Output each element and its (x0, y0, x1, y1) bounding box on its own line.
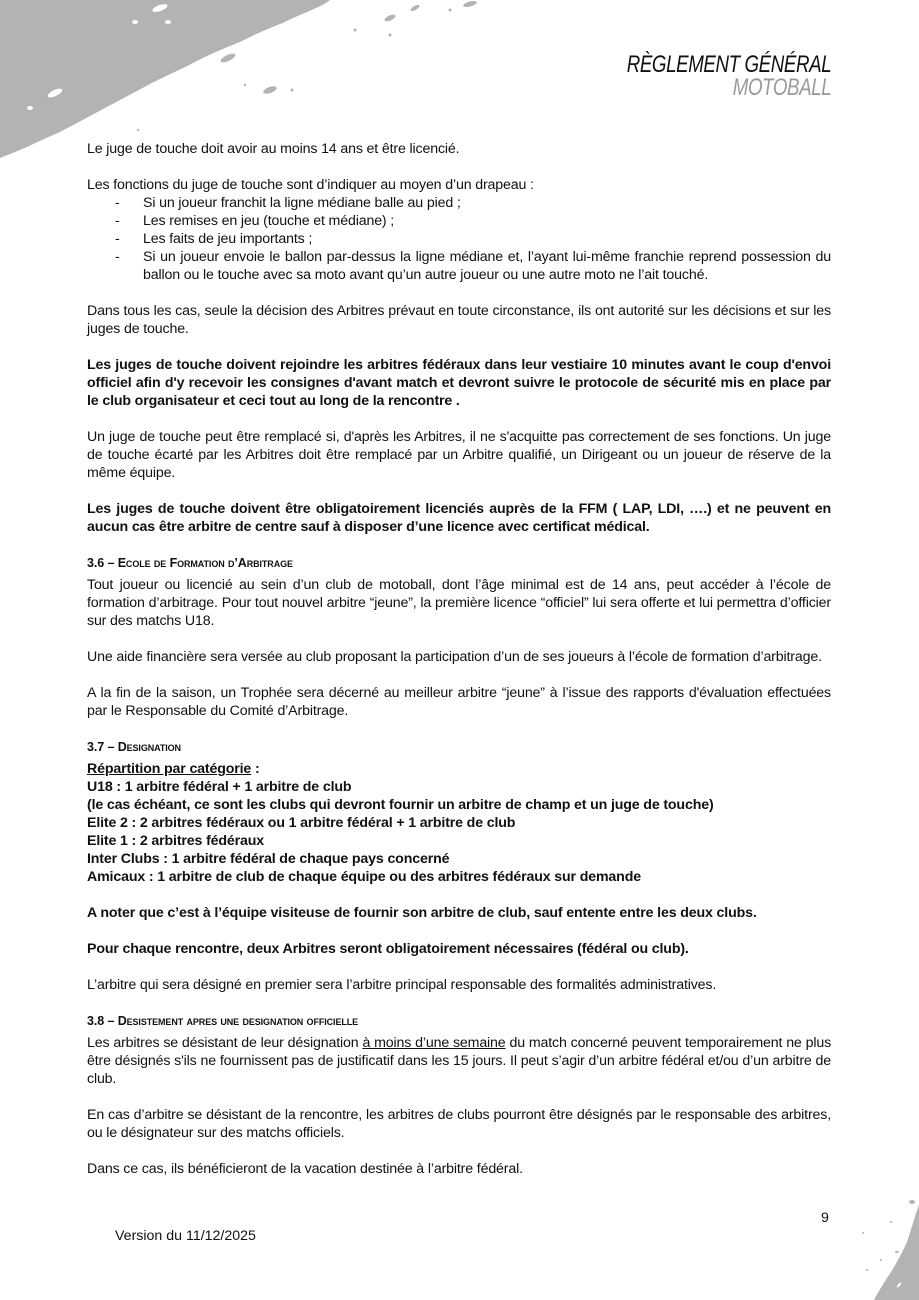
version-date: Version du 11/12/2025 (115, 1228, 256, 1244)
list-item: - Si un joueur franchit la ligne médiane balle au pied ; (87, 194, 831, 212)
bullet-list (87, 194, 831, 284)
paragraph: Une aide financière sera versée au club proposant la participation d’un de ses joueurs à l’école de formation d’arbitrage. (87, 649, 822, 665)
paragraph: A la fin de la saison, un Trophée sera décerné au meilleur arbitre “jeune” à l’issue des rapports d'évaluation effectuées par le Responsable du Comité d’Arbitrage. (87, 685, 831, 719)
paragraph: Les fonctions du juge de touche sont d’indiquer au moyen d’un drapeau : (87, 177, 534, 193)
page-number: 9 (821, 1210, 829, 1226)
paragraph: Dans tous les cas, seule la décision des Arbitres prévaut en toute circonstance, ils ont autorité sur les décisions et sur les juges de touche. (87, 303, 831, 337)
category-line: Elite 1 : 2 arbitres fédéraux (87, 833, 265, 849)
category-line: Amicaux : 1 arbitre de club de chaque équipe ou des arbitres fédéraux sur demande (87, 869, 641, 885)
subheading-text: Répartition par catégorie (87, 761, 252, 777)
category-allocation (87, 760, 831, 886)
paragraph-bold: Les juges de touche doivent rejoindre les arbitres fédéraux dans leur vestiaire 10 minutes avant le coup d'envoi officiel afin d'y recevoir les consignes d'avant match et devront suivre le protocole de sécurité mis en place par le club organisateur et ceci tout au long de la rencontre . (87, 357, 831, 409)
section-title: Designation (117, 740, 181, 754)
header-title-line2: MOTOBALL (732, 74, 831, 101)
category-subheading (87, 760, 831, 778)
list-item: - Si un joueur envoie le ballon par-dessus la ligne médiane et, l’ayant lui-même franchie reprend possession du ballon ou le touche avec sa moto avant qu’un autre joueur ou une autre moto ne l’ait touché. (87, 248, 831, 284)
list-item: - Les remises en jeu (touche et médiane) ; (87, 212, 831, 230)
document-body (87, 140, 831, 1196)
underlined-text: à moins d’une semaine (362, 1035, 506, 1051)
paragraph: Le juge de touche doit avoir au moins 14 ans et être licencié. (87, 141, 460, 157)
paragraph: Un juge de touche peut être remplacé si, d'après les Arbitres, il ne s'acquitte pas correctement de ses fonctions. Un juge de touche écarté par les Arbitres doit être remplacé par un Arbitre qualifié, un Dirigeant ou un joueur de réserve de la même équipe. (87, 429, 831, 481)
header-title-line1: RÈGLEMENT GÉNÉRAL (626, 51, 831, 78)
paragraph: Tout joueur ou licencié au sein d’un club de motoball, dont l’âge minimal est de 14 ans, peut accéder à l’école de formation d’arbitrage. Pour tout nouvel arbitre “jeune”, la première licence “officiel” lui sera offerte et lui permettra d’officier sur des matchs U18. (87, 577, 831, 629)
paragraph (87, 1034, 831, 1088)
section-number: 3.8 – (87, 1014, 115, 1028)
document-header-title (569, 53, 831, 99)
section-number: 3.7 – (87, 740, 115, 754)
text-span: du match concerné peuvent temporairement ne plus être désignés s'ils ne fournissent pas de justificatif dans les 15 jours. Il peut s’agir d’un arbitre fédéral et/ou d’un arbitre de club. (87, 1035, 832, 1087)
category-line: U18 : 1 arbitre fédéral + 1 arbitre de club (87, 779, 352, 795)
section-title: Ecole de Formation d’Arbitrage (117, 556, 293, 570)
category-line: Elite 2 : 2 arbitres fédéraux ou 1 arbitre fédéral + 1 arbitre de club (87, 815, 516, 831)
section-number: 3.6 – (87, 556, 115, 570)
subheading-suffix: : (251, 761, 260, 777)
paragraph-bold: A noter que c’est à l’équipe visiteuse de fournir son arbitre de club, sauf entente entre les deux clubs. (87, 905, 757, 921)
category-line: (le cas échéant, ce sont les clubs qui devront fournir un arbitre de champ et un juge de touche) (87, 797, 714, 813)
list-item: - Les faits de jeu importants ; (87, 230, 831, 248)
section-heading-3-8 (87, 1012, 831, 1030)
paint-splash-decoration-bottom (839, 1190, 919, 1300)
paragraph: L’arbitre qui sera désigné en premier sera l’arbitre principal responsable des formalités administratives. (87, 977, 717, 993)
section-heading-3-7 (87, 738, 831, 756)
paragraph: En cas d’arbitre se désistant de la rencontre, les arbitres de clubs pourront être désignés par le responsable des arbitres, ou le désignateur sur des matchs officiels. (87, 1107, 831, 1141)
section-title: Desistement apres une designation officielle (117, 1014, 359, 1028)
paragraph-bold: Les juges de touche doivent être obligatoirement licenciés auprès de la FFM ( LAP, LDI, ….) et ne peuvent en aucun cas être arbitre de centre sauf à disposer d’une licence avec certificat médical. (87, 501, 831, 535)
paragraph: Dans ce cas, ils bénéficieront de la vacation destinée à l’arbitre fédéral. (87, 1161, 523, 1177)
text-span: Les arbitres se désistant de leur désignation (87, 1035, 363, 1051)
paragraph-bold: Pour chaque rencontre, deux Arbitres seront obligatoirement nécessaires (fédéral ou club). (87, 941, 689, 957)
section-heading-3-6 (87, 554, 831, 572)
category-line: Inter Clubs : 1 arbitre fédéral de chaque pays concerné (87, 851, 450, 867)
